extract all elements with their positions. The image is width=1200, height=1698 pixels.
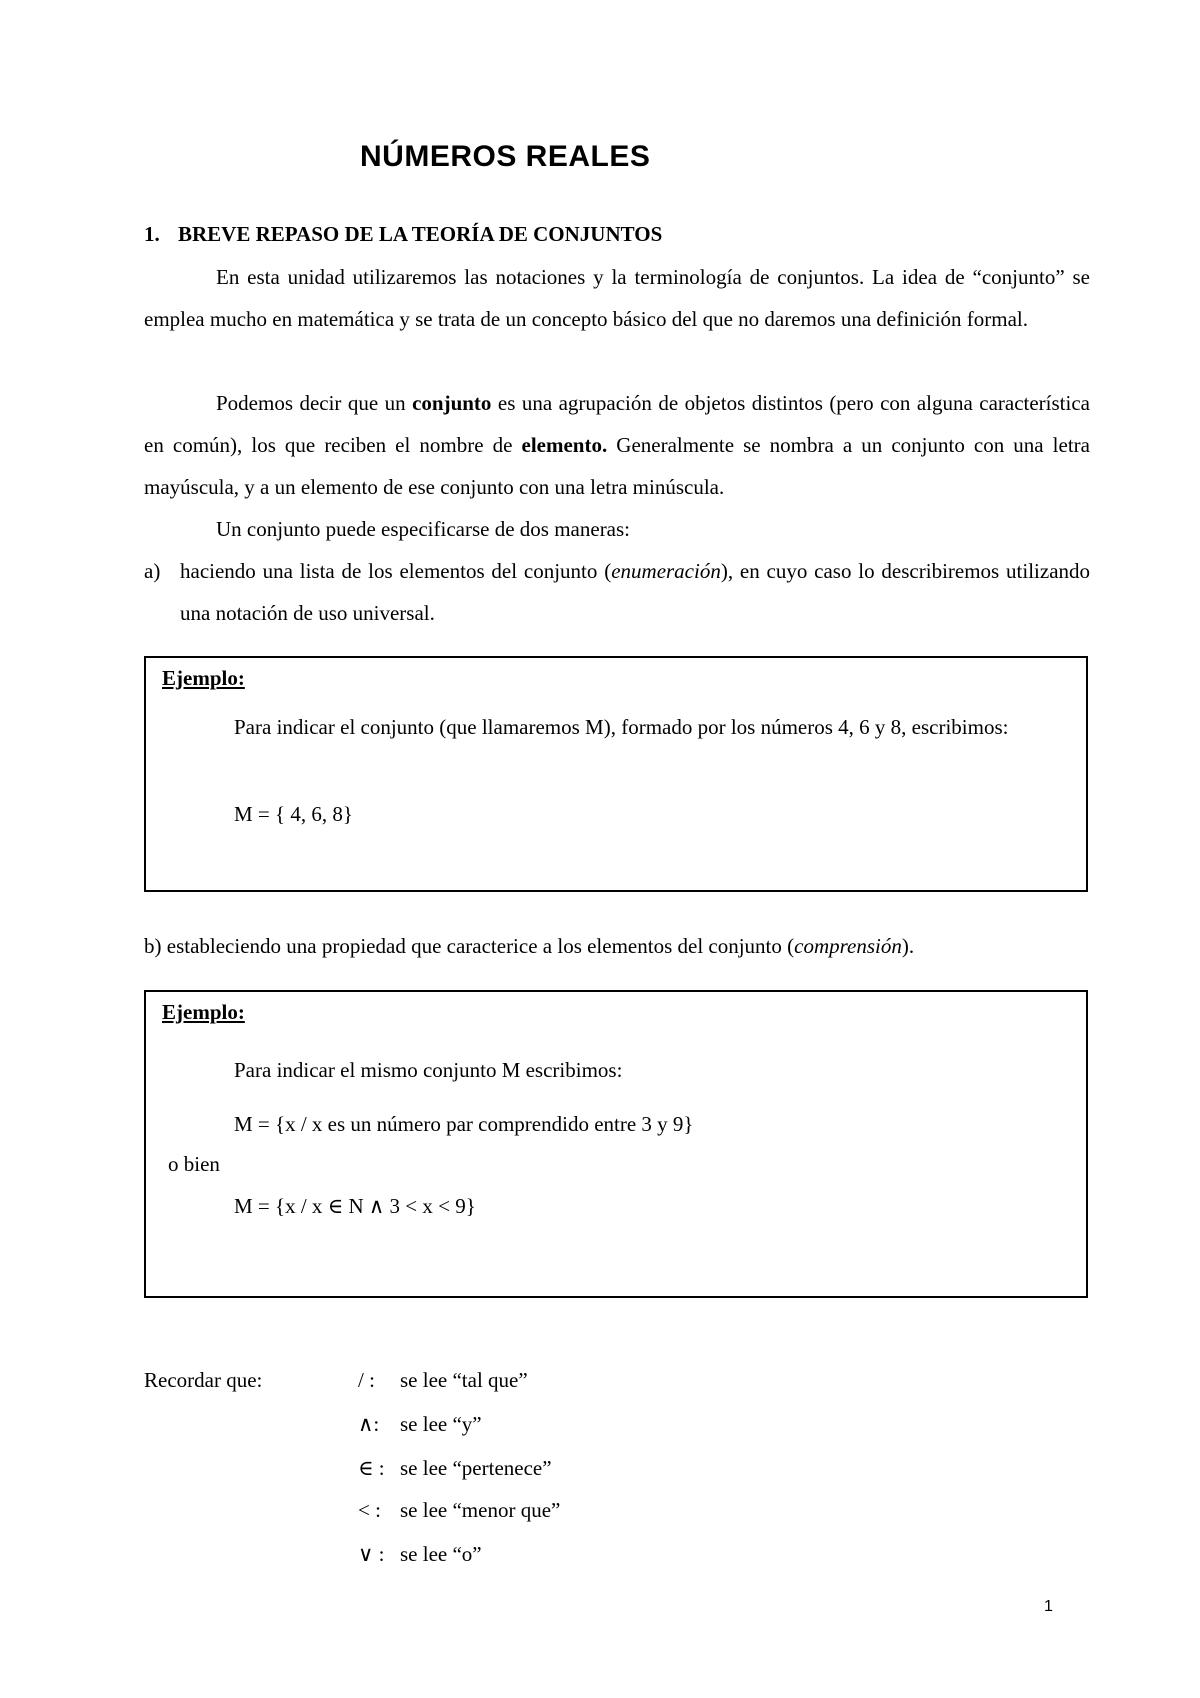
remember-item-less-than [358, 1498, 560, 1523]
paragraph-two-ways: Un conjunto puede especificarse de dos maneras: [216, 517, 631, 541]
formula-enumeration: M = { 4, 6, 8} [234, 802, 353, 826]
symbol-belongs: ∈ : [358, 1456, 385, 1480]
meaning-or: se lee “o” [400, 1542, 482, 1566]
remember-item-such-that [358, 1368, 528, 1393]
section-heading-text: BREVE REPASO DE LA TEORÍA DE CONJUNTOS [178, 222, 663, 246]
list-text-b-1: b) estableciendo una propiedad que caracterice a los elementos del conjunto ( [144, 934, 795, 958]
definition-text-2: es una agrupación de objetos distintos (pero con alguna característica en común), los que reciben el nombre de [144, 391, 1090, 457]
or-text: o bien [168, 1152, 220, 1176]
remember-item-or [358, 1542, 482, 1567]
list-text-a [180, 550, 1090, 634]
example-box-enumeration [144, 656, 1088, 892]
meaning-less-than: se lee “menor que” [400, 1498, 561, 1522]
section-number: 1. [144, 222, 160, 246]
remember-label: Recordar que: [144, 1368, 263, 1392]
list-item-a [144, 550, 1090, 634]
page-title: NÚMEROS REALES [360, 140, 651, 173]
meaning-such-that: se lee “tal que” [400, 1368, 528, 1392]
remember-item-and [358, 1412, 482, 1437]
paragraph-intro: En esta unidad utilizaremos las notaciones y la terminología de conjuntos. La idea de “conjunto” se emplea mucho en matemática y se trata de un concepto básico del que no daremos una definición formal. [144, 265, 1090, 331]
symbol-or: ∨ : [358, 1542, 385, 1566]
definition-term-elemento: elemento. [521, 433, 608, 457]
list-text-a-1: haciendo una lista de los elementos del conjunto ( [180, 559, 612, 583]
definition-text-1: Podemos decir que un [216, 391, 413, 415]
example-box-comprehension [144, 990, 1088, 1298]
formula-comprehension-symbolic: M = {x / x ∈ N ∧ 3 < x < 9} [234, 1194, 476, 1218]
symbol-less-than: < : [358, 1498, 381, 1522]
page-number: 1 [1044, 1598, 1053, 1615]
symbol-such-that: / : [358, 1368, 375, 1392]
example-label: Ejemplo: [162, 1000, 245, 1024]
list-text-a-2: ), en cuyo caso lo describiremos utilizando una notación de uso universal. [180, 559, 1091, 625]
definition-text-3: Generalmente se nombra a un conjunto con una letra mayúscula, y a un elemento de ese conjunto con una letra minúscula. [144, 433, 1090, 499]
symbol-and: ∧: [358, 1412, 380, 1436]
section-heading [144, 222, 662, 247]
list-item-b [144, 934, 914, 959]
list-marker-a: a) [144, 559, 161, 583]
remember-item-belongs [358, 1456, 552, 1481]
paragraph-definition [144, 382, 1090, 508]
example-label: Ejemplo: [162, 666, 245, 690]
formula-comprehension-text: M = {x / x es un número par comprendido entre 3 y 9} [234, 1112, 694, 1136]
term-enumeracion: enumeración [611, 559, 721, 583]
meaning-belongs: se lee “pertenece” [400, 1456, 552, 1480]
meaning-and: se lee “y” [400, 1412, 482, 1436]
example-intro: Para indicar el mismo conjunto M escribimos: [234, 1058, 623, 1082]
example-text: Para indicar el conjunto (que llamaremos M), formado por los números 4, 6 y 8, escribimos: [234, 715, 1009, 739]
definition-term-conjunto: conjunto [412, 391, 492, 415]
list-text-b-2: ). [901, 934, 915, 958]
term-comprension: comprensión [794, 934, 902, 958]
